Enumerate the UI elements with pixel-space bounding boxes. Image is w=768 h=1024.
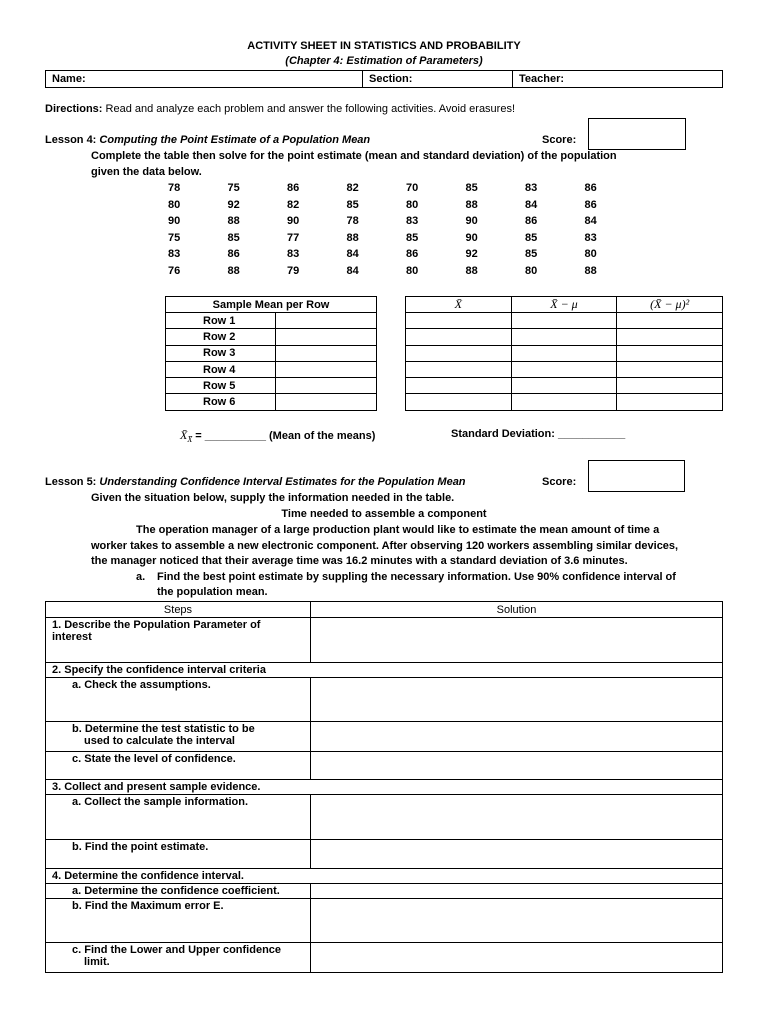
xbar-minus-mu-header: X̄ − μ [511, 297, 617, 313]
step-2b-line-1: b. Determine the test statistic to be [72, 723, 255, 735]
solution-cell[interactable] [311, 884, 723, 899]
data-value: 92 [465, 248, 478, 260]
step-1 [46, 618, 311, 663]
row-label: Row 2 [166, 329, 276, 345]
data-value: 88 [227, 264, 240, 277]
answer-cell[interactable] [617, 345, 723, 361]
xbar-symbol: X̄ [180, 428, 188, 442]
answer-cell[interactable] [511, 378, 617, 394]
answer-cell[interactable] [511, 361, 617, 377]
data-value: 78 [346, 215, 359, 227]
row-label: Row 3 [166, 345, 276, 361]
lesson5-label: Lesson 5: [45, 476, 97, 488]
table-row [166, 394, 377, 410]
answer-cell[interactable] [406, 313, 512, 329]
step-4: 4. Determine the confidence interval. [46, 869, 723, 884]
data-value: 85 [465, 182, 478, 194]
solution-cell[interactable] [311, 795, 723, 840]
standard-deviation-line: Standard Deviation: ___________ [451, 428, 626, 440]
problem-line-2: worker takes to assemble a new electronic component. After observing 120 workers assembling similar devices, [91, 540, 679, 552]
answer-cell[interactable] [511, 329, 617, 345]
table-row [166, 313, 377, 329]
data-value: 79 [287, 264, 300, 277]
data-value: 82 [287, 198, 300, 211]
lesson4-instructions-1: Complete the table then solve for the point estimate (mean and standard deviation) of the population [91, 150, 617, 162]
name-field[interactable] [46, 71, 363, 88]
table-row [46, 618, 723, 663]
data-value: 90 [168, 215, 181, 227]
answer-cell[interactable] [276, 329, 377, 345]
problem-title: Time needed to assemble a component [281, 508, 487, 520]
row-label: Row 6 [166, 394, 276, 410]
item-a-line-2: the population mean. [157, 586, 268, 598]
data-row [168, 182, 644, 199]
student-info-table [45, 70, 723, 88]
step-4b: b. Find the Maximum error E. [46, 899, 311, 943]
answer-cell[interactable] [276, 361, 377, 377]
step-2b-line-2: used to calculate the interval [84, 735, 235, 747]
lesson4-title: Computing the Point Estimate of a Population Mean [99, 134, 371, 146]
data-row [168, 232, 644, 249]
data-value: 84 [525, 198, 538, 211]
steps-table [45, 601, 723, 973]
data-value: 88 [227, 215, 240, 227]
solution-cell[interactable] [311, 678, 723, 722]
answer-cell[interactable] [617, 361, 723, 377]
data-grid [168, 182, 644, 281]
step-2c: c. State the level of confidence. [46, 752, 311, 780]
lesson4-score-label: Score: [542, 134, 577, 146]
xbar-header: X̄ [406, 297, 512, 313]
data-value: 80 [168, 198, 181, 211]
item-a-label: a. [136, 571, 146, 583]
data-value: 90 [465, 231, 478, 244]
item-a-line-1: Find the best point estimate by suppling the necessary information. Use 90% confidence interval of [157, 571, 676, 583]
squared-deviation-header: (X̄ − μ)² [617, 297, 723, 313]
data-value: 86 [287, 182, 300, 194]
data-row [168, 215, 644, 232]
data-value: 88 [465, 264, 478, 277]
data-row [168, 265, 644, 282]
data-value: 70 [406, 182, 419, 194]
data-value: 90 [287, 215, 300, 227]
mean-of-means [180, 428, 375, 444]
answer-cell[interactable] [276, 394, 377, 410]
lesson5-heading [45, 476, 466, 488]
section-label: Section: [369, 73, 413, 85]
data-value: 80 [525, 264, 538, 277]
data-value: 86 [406, 248, 419, 260]
problem-line-1: The operation manager of a large production plant would like to estimate the mean amount of time a [136, 524, 660, 536]
data-value: 80 [406, 264, 419, 277]
problem-line-3: the manager noticed that their average time was 16.2 minutes with a standard deviation of 3.6 minutes. [91, 555, 628, 567]
data-value: 83 [584, 231, 597, 244]
table-row [406, 345, 723, 361]
lesson4-instructions-2: given the data below. [91, 166, 202, 178]
data-value: 76 [168, 264, 181, 277]
table-row [166, 378, 377, 394]
step-3b: b. Find the point estimate. [46, 840, 311, 869]
table-row [46, 943, 723, 973]
solution-cell[interactable] [311, 752, 723, 780]
data-value: 80 [406, 198, 419, 211]
lesson4-heading [45, 134, 370, 146]
deviation-table [405, 296, 723, 411]
data-value: 88 [584, 264, 597, 277]
data-value: 83 [287, 248, 300, 260]
step-3: 3. Collect and present sample evidence. [46, 780, 723, 795]
sample-mean-header: Sample Mean per Row [166, 297, 377, 313]
solution-cell[interactable] [311, 618, 723, 663]
step-1-line-2: interest [52, 631, 92, 643]
directions [45, 103, 515, 115]
step-2a: a. Check the assumptions. [46, 678, 311, 722]
data-value: 88 [465, 198, 478, 211]
data-value: 86 [584, 198, 597, 211]
step-4c-line-1: c. Find the Lower and Upper confidence [72, 944, 282, 956]
step-4c [46, 943, 311, 973]
data-row [168, 199, 644, 216]
data-value: 75 [168, 231, 181, 244]
data-value: 84 [346, 248, 359, 260]
table-row [46, 899, 723, 943]
name-label: Name: [52, 73, 86, 85]
solution-cell[interactable] [311, 722, 723, 752]
data-value: 85 [227, 231, 240, 244]
table-row [46, 722, 723, 752]
data-value: 83 [406, 215, 419, 227]
directions-label: Directions: [45, 103, 103, 115]
step-1-line-1: 1. Describe the Population Parameter of [52, 619, 261, 631]
row-label: Row 4 [166, 361, 276, 377]
table-row [166, 345, 377, 361]
answer-cell[interactable] [406, 394, 512, 410]
lesson4-label: Lesson 4: [45, 134, 97, 146]
answer-cell[interactable] [406, 329, 512, 345]
sample-mean-table [165, 296, 377, 411]
step-4a: a. Determine the confidence coefficient. [46, 884, 311, 899]
answer-cell[interactable] [511, 394, 617, 410]
step-2b [46, 722, 311, 752]
answer-cell[interactable] [617, 394, 723, 410]
data-value: 80 [584, 248, 597, 260]
directions-text: Read and analyze each problem and answer the following activities. Avoid erasures! [105, 103, 516, 115]
data-value: 82 [346, 182, 359, 194]
lesson5-title: Understanding Confidence Interval Estimates for the Population Mean [99, 476, 466, 488]
answer-cell[interactable] [511, 313, 617, 329]
xbar-subscript: X̄ [187, 435, 193, 445]
data-value: 85 [346, 198, 359, 211]
row-label: Row 1 [166, 313, 276, 329]
table-row [46, 869, 723, 884]
data-value: 75 [227, 182, 240, 194]
solution-cell[interactable] [311, 899, 723, 943]
data-value: 84 [346, 264, 359, 277]
answer-cell[interactable] [617, 313, 723, 329]
table-row [406, 394, 723, 410]
step-2: 2. Specify the confidence interval criteria [46, 663, 723, 678]
answer-cell[interactable] [276, 378, 377, 394]
lesson5-score-label: Score: [542, 476, 577, 488]
data-value: 83 [168, 248, 181, 260]
data-value: 77 [287, 231, 300, 244]
table-row [406, 313, 723, 329]
answer-cell[interactable] [406, 345, 512, 361]
table-row [166, 329, 377, 345]
teacher-field[interactable] [513, 71, 723, 88]
data-value: 85 [525, 231, 538, 244]
table-row [406, 378, 723, 394]
answer-cell[interactable] [276, 313, 377, 329]
mean-of-means-text: = __________ (Mean of the means) [195, 430, 376, 442]
table-row [46, 678, 723, 722]
solution-header: Solution [311, 602, 723, 618]
lesson5-score-box[interactable] [588, 460, 685, 492]
solution-cell[interactable] [311, 943, 723, 973]
page-subtitle: (Chapter 4: Estimation of Parameters) [285, 55, 483, 67]
table-row [46, 780, 723, 795]
solution-cell[interactable] [311, 840, 723, 869]
answer-cell[interactable] [406, 378, 512, 394]
data-value: 88 [346, 231, 359, 244]
page-title: ACTIVITY SHEET IN STATISTICS AND PROBABILITY [247, 40, 521, 52]
table-row [406, 329, 723, 345]
table-row [406, 361, 723, 377]
table-row [46, 840, 723, 869]
lesson4-score-box[interactable] [588, 118, 686, 150]
table-row [166, 361, 377, 377]
data-value: 92 [227, 198, 240, 211]
lesson5-instructions: Given the situation below, supply the information needed in the table. [91, 492, 455, 504]
section-field[interactable] [363, 71, 513, 88]
table-row [46, 752, 723, 780]
answer-cell[interactable] [617, 378, 723, 394]
steps-header: Steps [46, 602, 311, 618]
data-value: 83 [525, 182, 538, 194]
answer-cell[interactable] [511, 345, 617, 361]
data-value: 85 [406, 231, 419, 244]
data-value: 90 [465, 215, 478, 227]
row-label: Row 5 [166, 378, 276, 394]
answer-cell[interactable] [617, 329, 723, 345]
data-value: 86 [525, 215, 538, 227]
answer-cell[interactable] [276, 345, 377, 361]
step-4c-line-2: limit. [84, 956, 110, 968]
data-row [168, 248, 644, 265]
data-value: 84 [584, 215, 597, 227]
data-value: 78 [168, 182, 181, 194]
teacher-label: Teacher: [519, 73, 565, 85]
table-row [46, 884, 723, 899]
data-value: 86 [227, 248, 240, 260]
table-row [46, 663, 723, 678]
answer-cell[interactable] [406, 361, 512, 377]
data-value: 86 [584, 182, 597, 194]
step-3a: a. Collect the sample information. [46, 795, 311, 840]
table-row [46, 795, 723, 840]
data-value: 85 [525, 248, 538, 260]
